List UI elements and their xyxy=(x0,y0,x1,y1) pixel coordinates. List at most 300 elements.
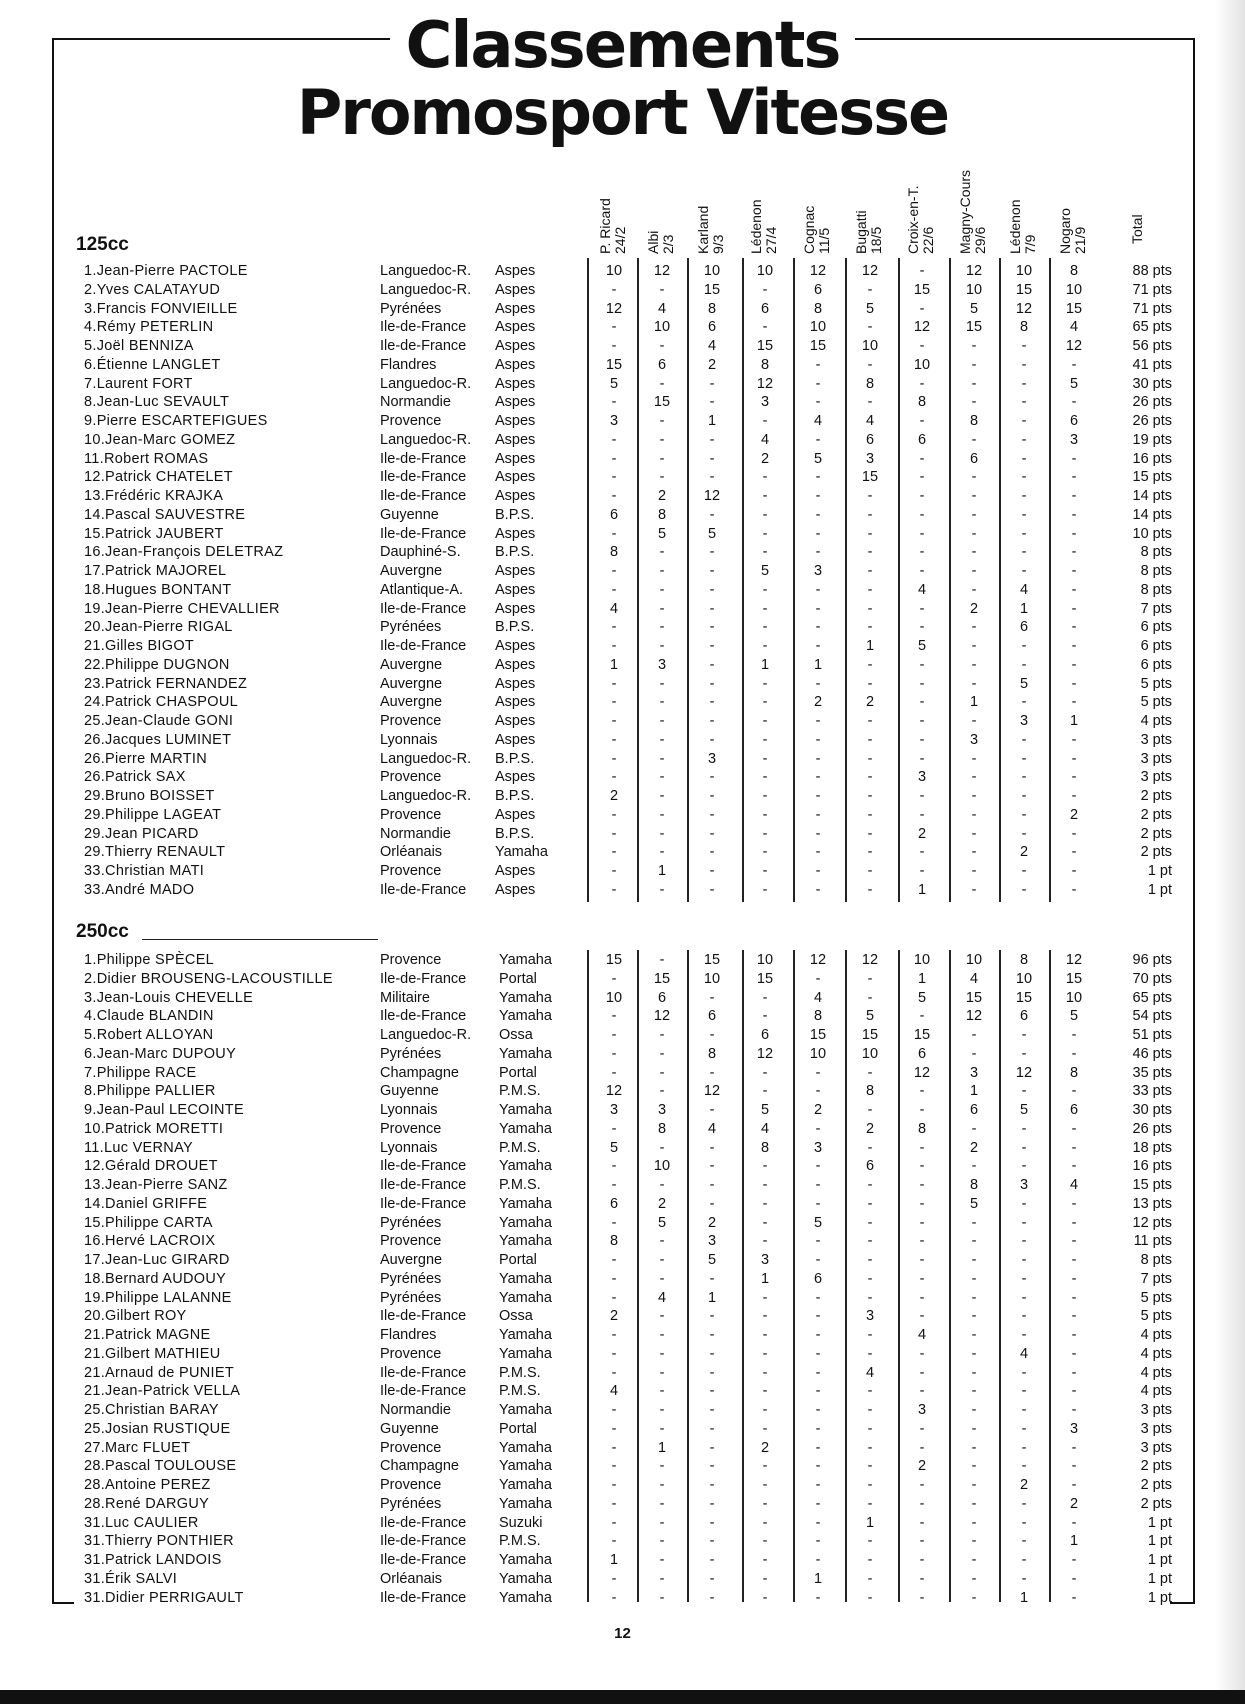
race-points: 10 xyxy=(653,319,671,336)
race-points: - xyxy=(1021,488,1027,504)
race-points: - xyxy=(762,1008,768,1025)
race-points: - xyxy=(815,619,821,636)
rider-region: Guyenne xyxy=(380,1083,439,1100)
race-points: - xyxy=(611,1458,617,1475)
race-points: - xyxy=(762,600,768,617)
race-points: - xyxy=(659,731,665,748)
race-points: - xyxy=(1021,1252,1027,1268)
race-points: - xyxy=(611,1402,617,1418)
rider-team: Portal xyxy=(499,1064,537,1081)
race-points: - xyxy=(1071,581,1077,598)
table-row xyxy=(0,862,1245,881)
race-points: - xyxy=(971,713,977,729)
rider-team: B.P.S. xyxy=(495,506,535,523)
total-points: 56 pts xyxy=(1132,338,1172,354)
race-points: - xyxy=(867,563,873,579)
race-points: 3 xyxy=(1019,1177,1029,1193)
class-title-rule xyxy=(142,939,378,940)
race-points: 2 xyxy=(609,788,619,804)
total-points: 2 pts xyxy=(1140,788,1172,804)
race-points: - xyxy=(1021,1214,1027,1231)
rider-name: 31.Didier PERRIGAULT xyxy=(84,1589,244,1606)
race-points: - xyxy=(611,825,617,842)
race-points: - xyxy=(1021,1270,1027,1287)
table-row xyxy=(0,1251,1245,1270)
race-points: - xyxy=(815,638,821,654)
rider-name: 33.André MADO xyxy=(84,881,195,898)
race-points: - xyxy=(709,694,715,711)
rider-region: Provence xyxy=(380,1477,442,1493)
race-points: 1 xyxy=(917,881,927,898)
race-points: - xyxy=(1071,356,1077,373)
race-points: - xyxy=(659,469,665,486)
race-points: - xyxy=(1071,1214,1077,1231)
race-points: - xyxy=(611,1177,617,1193)
race-points: 4 xyxy=(609,1383,619,1400)
rider-name: 3.Jean-Louis CHEVELLE xyxy=(84,989,254,1006)
race-points: 1 xyxy=(813,656,823,673)
race-points: - xyxy=(815,1289,821,1306)
race-points: 1 xyxy=(969,694,979,711)
race-points: - xyxy=(919,713,925,729)
race-points: 6 xyxy=(813,281,823,298)
race-points: - xyxy=(611,1252,617,1268)
rider-team: Yamaha xyxy=(499,1270,552,1287)
race-points: - xyxy=(867,1270,873,1287)
race-points: 15 xyxy=(861,1027,879,1043)
race-points: - xyxy=(815,675,821,692)
rider-region: Languedoc-R. xyxy=(380,788,472,804)
race-points: - xyxy=(659,1270,665,1287)
rider-name: 7.Laurent FORT xyxy=(84,375,193,392)
race-points: 12 xyxy=(653,263,671,279)
race-points: - xyxy=(919,1589,925,1606)
race-points: 3 xyxy=(707,750,717,767)
table-row xyxy=(0,262,1245,281)
race-points: - xyxy=(1021,563,1027,579)
race-header-name: Lédenon xyxy=(748,199,764,254)
race-points: - xyxy=(611,1495,617,1512)
rider-name: 6.Étienne LANGLET xyxy=(84,356,221,373)
table-row xyxy=(0,281,1245,300)
race-points: 2 xyxy=(657,488,667,504)
rider-region: Provence xyxy=(380,863,442,879)
race-points: - xyxy=(815,1252,821,1268)
race-points: - xyxy=(1071,1252,1077,1268)
race-points: - xyxy=(919,563,925,579)
race-points: - xyxy=(867,806,873,823)
total-points: 10 pts xyxy=(1132,525,1172,542)
race-points: - xyxy=(971,1570,977,1587)
race-points: - xyxy=(1021,469,1027,486)
total-points: 70 pts xyxy=(1132,970,1172,987)
race-points: 12 xyxy=(605,300,623,317)
rider-name: 18.Bernard AUDOUY xyxy=(84,1270,227,1287)
race-points: - xyxy=(815,488,821,504)
race-points: 15 xyxy=(809,338,827,354)
rider-name: 13.Jean-Pierre SANZ xyxy=(84,1177,228,1193)
rider-region: Normandie xyxy=(380,825,451,842)
race-points: 2 xyxy=(1069,1495,1079,1512)
rider-name: 10.Patrick MORETTI xyxy=(84,1120,224,1137)
total-points: 4 pts xyxy=(1140,1345,1172,1362)
race-points: - xyxy=(762,1345,768,1362)
rider-team: Aspes xyxy=(495,563,536,579)
race-points: - xyxy=(1071,563,1077,579)
rider-region: Provence xyxy=(380,1345,442,1362)
race-points: - xyxy=(919,1364,925,1381)
race-points: - xyxy=(815,1327,821,1343)
race-header-name: Nogaro xyxy=(1057,208,1073,254)
race-points: - xyxy=(971,1420,977,1437)
race-points: 5 xyxy=(813,450,823,467)
race-points: - xyxy=(919,1289,925,1306)
rider-team: Yamaha xyxy=(499,1589,552,1606)
race-points: 6 xyxy=(917,431,927,448)
race-points: 3 xyxy=(760,394,770,411)
race-points: - xyxy=(1071,769,1077,786)
race-points: 5 xyxy=(1069,375,1079,392)
race-points: - xyxy=(867,619,873,636)
table-row xyxy=(0,1082,1245,1101)
rider-team: Suzuki xyxy=(499,1514,543,1531)
rider-region: Auvergne xyxy=(380,694,443,711)
race-points: - xyxy=(919,1308,925,1325)
race-header-name: P. Ricard xyxy=(597,198,613,254)
race-points: - xyxy=(762,638,768,654)
race-points: - xyxy=(611,844,617,861)
race-points: - xyxy=(611,1345,617,1362)
rider-name: 28.Pascal TOULOUSE xyxy=(84,1458,237,1475)
race-points: 4 xyxy=(969,970,979,987)
rider-team: Yamaha xyxy=(499,989,552,1006)
race-points: 3 xyxy=(760,1252,770,1268)
race-points: 8 xyxy=(813,300,823,317)
race-points: - xyxy=(659,825,665,842)
rider-team: Ossa xyxy=(499,1308,533,1325)
race-points: - xyxy=(867,1533,873,1550)
race-points: - xyxy=(1071,863,1077,879)
rider-region: Pyrénées xyxy=(380,1289,442,1306)
rider-team: Aspes xyxy=(495,675,536,692)
race-points: 4 xyxy=(657,1289,667,1306)
rider-region: Auvergne xyxy=(380,656,443,673)
race-points: - xyxy=(971,1214,977,1231)
rider-team: Yamaha xyxy=(499,1233,552,1250)
race-points: - xyxy=(611,394,617,411)
race-points: - xyxy=(1071,1402,1077,1418)
race-points: - xyxy=(1071,1345,1077,1362)
race-points: - xyxy=(1021,881,1027,898)
total-points: 71 pts xyxy=(1132,300,1172,317)
total-points: 2 pts xyxy=(1140,1495,1172,1512)
total-points: 5 pts xyxy=(1140,675,1172,692)
race-points: - xyxy=(611,1270,617,1287)
total-points: 5 pts xyxy=(1140,694,1172,711)
race-points: 4 xyxy=(657,300,667,317)
race-points: - xyxy=(659,1514,665,1531)
total-points: 6 pts xyxy=(1140,638,1172,654)
total-points: 3 pts xyxy=(1140,1439,1172,1456)
race-points: - xyxy=(611,619,617,636)
table-row xyxy=(0,951,1245,970)
race-points: - xyxy=(971,1120,977,1137)
rider-region: Ile-de-France xyxy=(380,450,467,467)
race-points: - xyxy=(867,1214,873,1231)
race-points: - xyxy=(709,731,715,748)
race-points: 6 xyxy=(707,319,717,336)
race-points: - xyxy=(919,619,925,636)
rider-name: 21.Gilles BIGOT xyxy=(84,638,195,654)
race-points: - xyxy=(1071,1270,1077,1287)
race-points: - xyxy=(762,544,768,561)
race-points: - xyxy=(971,356,977,373)
race-points: - xyxy=(1021,431,1027,448)
race-points: - xyxy=(971,1589,977,1606)
race-points: - xyxy=(709,1533,715,1550)
race-points: 8 xyxy=(609,544,619,561)
race-points: - xyxy=(815,1552,821,1568)
table-row xyxy=(0,731,1245,750)
total-points: 14 pts xyxy=(1132,488,1172,504)
rider-team: Aspes xyxy=(495,413,536,429)
race-points: - xyxy=(919,675,925,692)
race-points: - xyxy=(1021,1289,1027,1306)
race-points: - xyxy=(762,825,768,842)
race-points: 12 xyxy=(965,263,983,279)
race-points: - xyxy=(971,1233,977,1250)
race-points: - xyxy=(971,769,977,786)
race-points: - xyxy=(709,375,715,392)
rider-name: 10.Jean-Marc GOMEZ xyxy=(84,431,236,448)
race-header-6 xyxy=(854,210,884,254)
rider-region: Provence xyxy=(380,952,442,968)
race-points: - xyxy=(867,506,873,523)
total-points: 26 pts xyxy=(1132,1120,1172,1137)
rider-name: 3.Francis FONVIEILLE xyxy=(84,300,238,317)
race-points: - xyxy=(611,1477,617,1493)
table-row xyxy=(0,1157,1245,1176)
race-header-name: Cognac xyxy=(801,205,817,254)
race-points: - xyxy=(815,1514,821,1531)
race-points: 6 xyxy=(1019,619,1029,636)
race-points: 3 xyxy=(917,769,927,786)
race-points: - xyxy=(1071,881,1077,898)
race-points: - xyxy=(709,713,715,729)
rider-region: Orléanais xyxy=(380,844,443,861)
rider-name: 17.Patrick MAJOREL xyxy=(84,563,227,579)
race-points: - xyxy=(611,338,617,354)
race-points: 4 xyxy=(760,431,770,448)
rider-team: Aspes xyxy=(495,394,536,411)
total-points: 96 pts xyxy=(1132,952,1172,968)
rider-team: Yamaha xyxy=(499,1195,552,1212)
race-points: - xyxy=(1071,1083,1077,1100)
table-row xyxy=(0,375,1245,394)
race-header-name: Croix-en-T. xyxy=(905,185,921,254)
rider-region: Ile-de-France xyxy=(380,525,467,542)
total-points: 2 pts xyxy=(1140,1477,1172,1493)
race-points: - xyxy=(919,844,925,861)
total-points: 2 pts xyxy=(1140,825,1172,842)
race-points: 15 xyxy=(653,970,671,987)
race-points: 1 xyxy=(657,863,667,879)
race-points: - xyxy=(919,506,925,523)
rider-region: Dauphiné-S. xyxy=(380,544,461,561)
race-points: 2 xyxy=(813,1102,823,1118)
rider-team: Yamaha xyxy=(499,1477,552,1493)
race-points: 10 xyxy=(703,263,721,279)
rider-region: Normandie xyxy=(380,1402,451,1418)
race-points: - xyxy=(762,1289,768,1306)
rider-team: Yamaha xyxy=(499,1045,552,1062)
race-points: 8 xyxy=(657,506,667,523)
rider-name: 21.Patrick MAGNE xyxy=(84,1327,211,1343)
race-points: 1 xyxy=(813,1570,823,1587)
race-points: 4 xyxy=(917,581,927,598)
race-points: 15 xyxy=(756,970,774,987)
race-points: - xyxy=(659,619,665,636)
race-points: - xyxy=(919,806,925,823)
total-points: 6 pts xyxy=(1140,619,1172,636)
race-points: - xyxy=(1021,1402,1027,1418)
race-points: - xyxy=(659,1383,665,1400)
rider-name: 29.Philippe LAGEAT xyxy=(84,806,222,823)
rider-name: 11.Luc VERNAY xyxy=(84,1139,193,1156)
race-points: - xyxy=(919,863,925,879)
race-points: - xyxy=(867,1552,873,1568)
race-points: - xyxy=(611,1364,617,1381)
race-points: - xyxy=(659,281,665,298)
race-points: - xyxy=(659,1233,665,1250)
rider-name: 25.Christian BARAY xyxy=(84,1402,219,1418)
race-points: - xyxy=(659,338,665,354)
race-points: 10 xyxy=(756,263,774,279)
race-points: - xyxy=(919,1139,925,1156)
race-points: - xyxy=(659,1495,665,1512)
race-points: - xyxy=(919,1214,925,1231)
race-points: - xyxy=(659,1045,665,1062)
race-points: - xyxy=(867,1589,873,1606)
rider-team: Aspes xyxy=(495,731,536,748)
race-points: 1 xyxy=(657,1439,667,1456)
table-row xyxy=(0,843,1245,862)
total-points: 54 pts xyxy=(1132,1008,1172,1025)
race-points: 2 xyxy=(707,1214,717,1231)
race-points: - xyxy=(815,1402,821,1418)
race-points: - xyxy=(815,356,821,373)
race-points: - xyxy=(709,1420,715,1437)
race-points: 4 xyxy=(1019,581,1029,598)
race-points: - xyxy=(815,713,821,729)
race-points: 3 xyxy=(1019,713,1029,729)
race-points: - xyxy=(867,394,873,411)
rider-region: Languedoc-R. xyxy=(380,375,472,392)
race-header-2 xyxy=(646,231,676,254)
race-points: - xyxy=(762,750,768,767)
race-points: - xyxy=(971,1514,977,1531)
race-points: - xyxy=(1021,1139,1027,1156)
total-points: 30 pts xyxy=(1132,1102,1172,1118)
race-points: 15 xyxy=(913,281,931,298)
total-points: 30 pts xyxy=(1132,375,1172,392)
race-points: - xyxy=(762,581,768,598)
race-points: - xyxy=(709,638,715,654)
race-points: 15 xyxy=(605,952,623,968)
race-points: - xyxy=(1071,600,1077,617)
race-points: - xyxy=(762,1327,768,1343)
race-points: - xyxy=(709,1139,715,1156)
race-points: - xyxy=(867,863,873,879)
race-header-1 xyxy=(598,198,628,254)
table-row xyxy=(0,337,1245,356)
race-points: - xyxy=(709,544,715,561)
race-points: - xyxy=(611,581,617,598)
race-points: - xyxy=(919,656,925,673)
race-points: - xyxy=(1021,375,1027,392)
race-points: 10 xyxy=(809,319,827,336)
race-points: 15 xyxy=(809,1027,827,1043)
rider-name: 8.Jean-Luc SEVAULT xyxy=(84,394,230,411)
table-row xyxy=(0,318,1245,337)
race-points: 5 xyxy=(707,525,717,542)
race-points: - xyxy=(867,731,873,748)
race-points: - xyxy=(659,600,665,617)
race-points: - xyxy=(867,581,873,598)
race-points: - xyxy=(971,525,977,542)
rider-team: P.M.S. xyxy=(499,1383,541,1400)
total-points: 7 pts xyxy=(1140,600,1172,617)
total-points: 33 pts xyxy=(1132,1083,1172,1100)
race-points: - xyxy=(971,1495,977,1512)
rider-region: Languedoc-R. xyxy=(380,750,472,767)
total-points: 1 pt xyxy=(1147,1552,1172,1568)
race-points: - xyxy=(971,544,977,561)
race-points: 15 xyxy=(653,394,671,411)
race-points: - xyxy=(919,1233,925,1250)
race-points: - xyxy=(867,356,873,373)
race-points: - xyxy=(1071,544,1077,561)
race-points: - xyxy=(815,731,821,748)
rider-team: Aspes xyxy=(495,263,536,279)
race-points: - xyxy=(762,989,768,1006)
race-points: - xyxy=(611,638,617,654)
table-row xyxy=(0,1420,1245,1439)
race-points: - xyxy=(709,394,715,411)
race-points: - xyxy=(709,450,715,467)
race-points: - xyxy=(709,1439,715,1456)
rider-region: Languedoc-R. xyxy=(380,281,472,298)
race-points: - xyxy=(1021,506,1027,523)
race-points: - xyxy=(815,1308,821,1325)
race-points: - xyxy=(709,1458,715,1475)
rider-region: Ile-de-France xyxy=(380,881,467,898)
race-points: 1 xyxy=(1019,600,1029,617)
table-row xyxy=(0,1364,1245,1383)
race-points: - xyxy=(611,1064,617,1081)
race-points: - xyxy=(919,1477,925,1493)
race-points: - xyxy=(815,825,821,842)
total-points: 16 pts xyxy=(1132,450,1172,467)
race-points: - xyxy=(762,1589,768,1606)
rider-region: Ile-de-France xyxy=(380,469,467,486)
rider-region: Champagne xyxy=(380,1458,459,1475)
race-points: - xyxy=(659,1420,665,1437)
race-points: 4 xyxy=(609,600,619,617)
rider-team: Portal xyxy=(499,1252,537,1268)
race-points: - xyxy=(867,1177,873,1193)
rider-name: 26.Patrick SAX xyxy=(84,769,186,786)
